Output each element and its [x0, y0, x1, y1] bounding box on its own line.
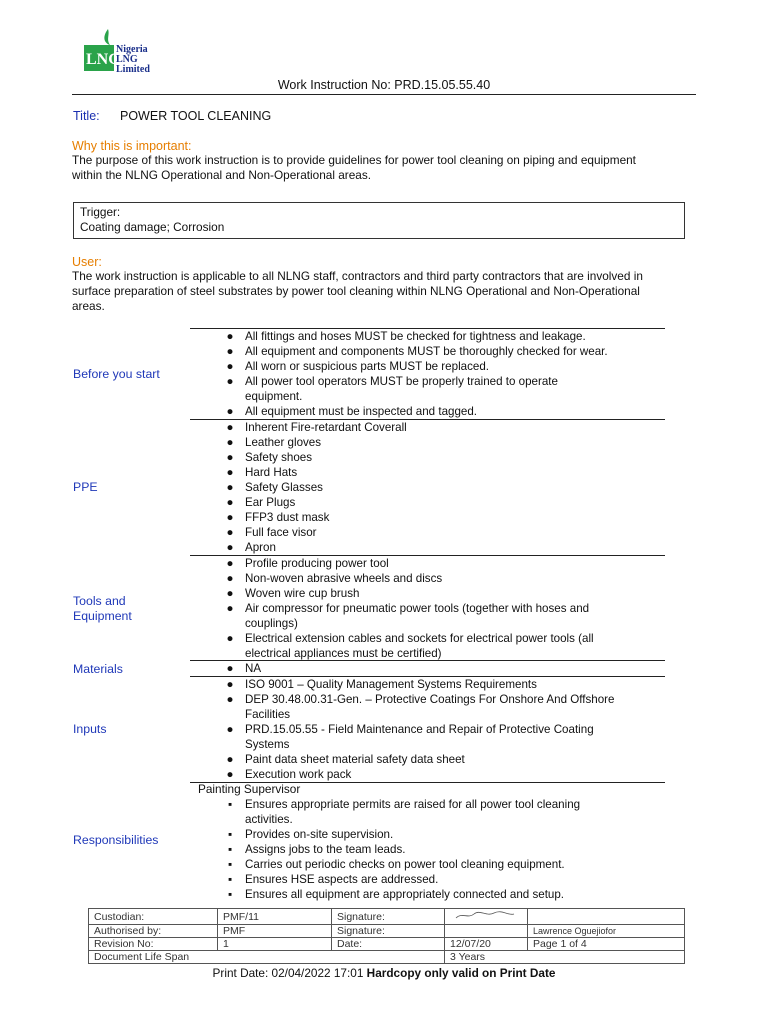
- table-cell: Custodian:: [89, 909, 218, 925]
- list-item: Facilities: [245, 708, 291, 721]
- title-label: Title:: [73, 109, 100, 123]
- table-cell: Signature:: [332, 925, 445, 938]
- paragraph-line: The purpose of this work instruction is to provide guidelines for power tool cleaning on piping and equipment: [72, 153, 636, 167]
- list-item: ● Electrical extension cables and sockets for electrical power tools (all: [226, 632, 594, 645]
- list-item: ● Full face visor: [226, 526, 317, 539]
- list-item: ▪ Ensures all equipment are appropriately connected and setup.: [227, 888, 565, 901]
- list-item: ● All equipment and components MUST be thoroughly checked for wear.: [226, 345, 608, 358]
- list-item: ▪ Ensures HSE aspects are addressed.: [227, 873, 439, 886]
- table-cell: [528, 909, 685, 925]
- paragraph-line: within the NLNG Operational and Non-Operational areas.: [72, 168, 372, 182]
- list-item: ● Safety shoes: [226, 451, 313, 464]
- list-item: ● NA: [226, 662, 262, 675]
- list-item: Systems: [245, 738, 290, 751]
- list-item: ▪ Provides on-site supervision.: [227, 828, 394, 841]
- signature-name: Lawrence Oguejiofor: [528, 925, 685, 938]
- section-label-before-you-start: Before you start: [73, 367, 160, 381]
- list-item: ● Apron: [226, 541, 276, 554]
- table-cell: Authorised by:: [89, 925, 218, 938]
- list-item: ▪ Assigns jobs to the team leads.: [227, 843, 406, 856]
- table-cell: Signature:: [332, 909, 445, 925]
- table-row: [89, 951, 685, 964]
- ppe-list: [220, 420, 660, 555]
- before-you-start-list: [220, 329, 660, 419]
- list-item: ● Paint data sheet material safety data sheet: [226, 753, 465, 766]
- list-item: ● DEP 30.48.00.31-Gen. – Protective Coatings For Onshore And Offshore: [226, 693, 615, 706]
- page-number: Page 1 of 4: [528, 938, 685, 951]
- logo-text-line: LNG: [116, 54, 138, 65]
- document-control-table: [88, 908, 685, 964]
- table-cell: Revision No:: [89, 938, 218, 951]
- list-item: ● Ear Plugs: [226, 496, 296, 509]
- list-item: ● Profile producing power tool: [226, 557, 389, 570]
- trigger-value: Coating damage; Corrosion: [80, 220, 225, 234]
- responsibilities-list: [220, 797, 660, 902]
- signature-cell: [445, 909, 528, 925]
- signature-image: [450, 909, 520, 921]
- user-paragraph: [72, 269, 696, 314]
- section-label-line: Equipment: [73, 609, 132, 623]
- section-label-inputs: Inputs: [73, 722, 107, 736]
- section-label-ppe: PPE: [73, 480, 98, 494]
- list-item: ● Leather gloves: [226, 436, 322, 449]
- list-item: ● ISO 9001 – Quality Management Systems Requirements: [226, 678, 537, 691]
- list-item: ● All equipment must be inspected and tagged.: [226, 405, 478, 418]
- print-date-line: [0, 966, 768, 980]
- table-cell: [445, 925, 528, 938]
- tools-list: [220, 556, 660, 661]
- table-cell: 3 Years: [445, 951, 685, 964]
- list-item: ▪ Ensures appropriate permits are raised for all power tool cleaning: [227, 798, 581, 811]
- hardcopy-note: Hardcopy only valid on Print Date: [366, 966, 556, 980]
- list-item: ● Non-woven abrasive wheels and discs: [226, 572, 443, 585]
- table-cell: PMF/11: [218, 909, 332, 925]
- table-cell: Document Life Span: [89, 951, 445, 964]
- user-heading: User:: [72, 255, 102, 269]
- header-rule: [72, 94, 696, 95]
- list-item: ● Hard Hats: [226, 466, 298, 479]
- table-row: [89, 938, 685, 951]
- section-label-line: Tools and: [73, 594, 126, 608]
- list-item: activities.: [245, 813, 293, 826]
- section-label-responsibilities: Responsibilities: [73, 833, 159, 847]
- logo-text-line: Limited: [116, 64, 150, 75]
- paragraph-line: areas.: [72, 299, 105, 313]
- title-value: POWER TOOL CLEANING: [120, 109, 272, 123]
- print-date: Print Date: 02/04/2022 17:01: [212, 966, 364, 980]
- section-label-materials: Materials: [73, 662, 123, 676]
- why-heading: Why this is important:: [72, 139, 192, 153]
- why-paragraph: [72, 153, 696, 183]
- list-item: ● All fittings and hoses MUST be checked for tightness and leakage.: [226, 330, 586, 343]
- section-label-tools-and-equipment: [73, 594, 132, 624]
- trigger-box: [73, 202, 685, 239]
- list-item: ● Execution work pack: [226, 768, 352, 781]
- list-item: ● Air compressor for pneumatic power tools (together with hoses and: [226, 602, 590, 615]
- table-row: [89, 925, 685, 938]
- list-item: ● FFP3 dust mask: [226, 511, 330, 524]
- trigger-label: Trigger:: [80, 205, 121, 219]
- table-row: [89, 909, 685, 925]
- table-cell: PMF: [218, 925, 332, 938]
- table-cell: Date:: [332, 938, 445, 951]
- materials-list: [220, 661, 660, 676]
- table-cell: 1: [218, 938, 332, 951]
- list-item: ● Safety Glasses: [226, 481, 323, 494]
- list-item: ▪ Carries out periodic checks on power tool cleaning equipment.: [227, 858, 565, 871]
- paragraph-line: surface preparation of steel substrates by power tool cleaning within NLNG Operational and Non-Operational: [72, 284, 640, 298]
- list-item: equipment.: [245, 390, 303, 403]
- list-item: ● All worn or suspicious parts MUST be replaced.: [226, 360, 490, 373]
- list-item: ● PRD.15.05.55 - Field Maintenance and Repair of Protective Coating: [226, 723, 594, 736]
- paragraph-line: The work instruction is applicable to all NLNG staff, contractors and third party contractors that are involved in: [72, 269, 643, 283]
- list-item: couplings): [245, 617, 298, 630]
- responsibility-role: Painting Supervisor: [198, 782, 301, 796]
- logo-text: [116, 45, 150, 75]
- logo-text-line: Nigeria: [116, 44, 148, 55]
- inputs-list: [220, 677, 660, 782]
- list-item: ● All power tool operators MUST be properly trained to operate: [226, 375, 558, 388]
- svg-text:LNG: LNG: [86, 51, 121, 68]
- table-cell: 12/07/20: [445, 938, 528, 951]
- list-item: ● Woven wire cup brush: [226, 587, 360, 600]
- list-item: electrical appliances must be certified): [245, 647, 442, 660]
- work-instruction-number: Work Instruction No: PRD.15.05.55.40: [277, 78, 491, 92]
- list-item: ● Inherent Fire-retardant Coverall: [226, 421, 407, 434]
